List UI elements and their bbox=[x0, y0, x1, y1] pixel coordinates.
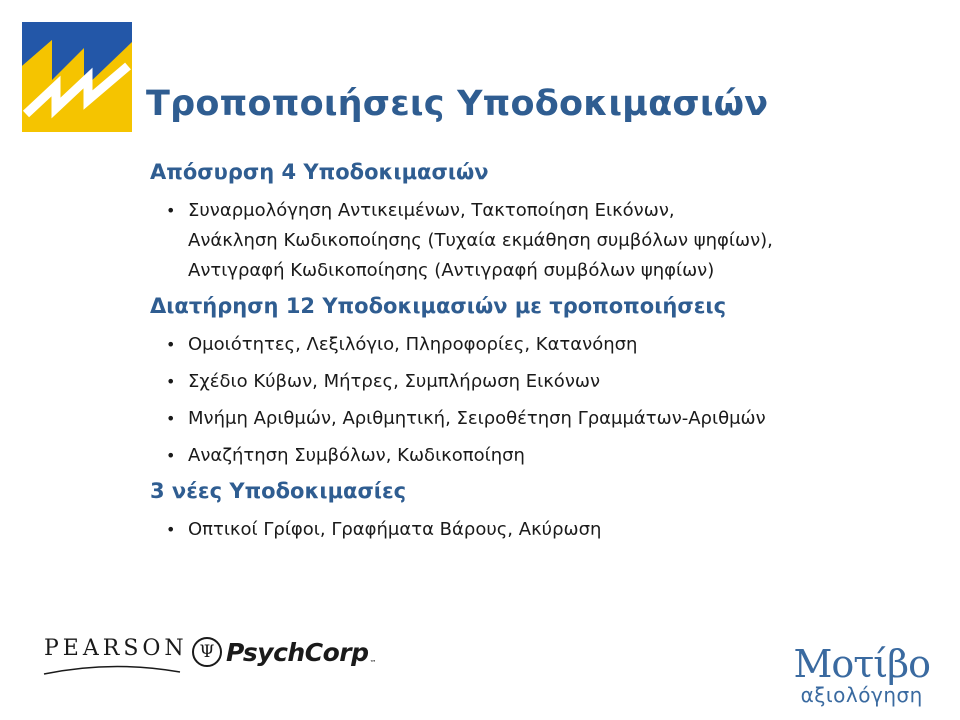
bullet-text: • Ομοιότητες, Λεξιλόγιο, Πληροφορίες, Κατανόηση bbox=[188, 334, 638, 355]
bullet-list bbox=[150, 330, 950, 471]
motivo-logo bbox=[793, 644, 930, 706]
section bbox=[150, 294, 950, 471]
trademark-mark: ™ bbox=[369, 659, 377, 667]
section-heading: Διατήρηση 12 Υποδοκιμασιών με τροποποιήσεις bbox=[150, 294, 727, 318]
pearson-logo: PEARSON bbox=[44, 636, 188, 661]
psychcorp-logo bbox=[192, 637, 376, 667]
bullet-item bbox=[150, 441, 950, 471]
bullet-text: Ανάκληση Κωδικοποίησης (Τυχαία εκμάθηση συμβόλων ψηφίων), bbox=[188, 230, 773, 251]
bullet-item bbox=[150, 515, 950, 545]
motivo-logo-name: Μοτίβο bbox=[793, 642, 930, 686]
section bbox=[150, 160, 950, 286]
bullet-text: Αντιγραφή Κωδικοποίησης (Αντιγραφή συμβόλων ψηφίων) bbox=[188, 260, 715, 281]
bullet-text: • Οπτικοί Γρίφοι, Γραφήματα Βάρους, Ακύρωση bbox=[188, 519, 602, 540]
section-heading: Απόσυρση 4 Υποδοκιμασιών bbox=[150, 160, 489, 184]
bullet-list bbox=[150, 515, 950, 545]
psi-icon: Ψ bbox=[192, 637, 222, 667]
bullet-item bbox=[150, 196, 950, 286]
slide-title: Τροποποιήσεις Υποδοκιμασιών bbox=[146, 84, 769, 124]
section-heading: 3 νέες Υποδοκιμασίες bbox=[150, 479, 407, 503]
psychcorp-text: PsychCorp bbox=[226, 637, 369, 667]
section bbox=[150, 479, 950, 545]
bullet-item bbox=[150, 404, 950, 434]
bullet-text: • Σχέδιο Κύβων, Μήτρες, Συμπλήρωση Εικόνων bbox=[188, 371, 600, 392]
bullet-text: • Αναζήτηση Συμβόλων, Κωδικοποίηση bbox=[188, 445, 525, 466]
bullet-list bbox=[150, 196, 950, 286]
slide-content bbox=[150, 160, 950, 553]
bullet-text: • Συναρμολόγηση Αντικειμένων, Τακτοποίηση Εικόνων, bbox=[188, 200, 675, 221]
bullet-item bbox=[150, 367, 950, 397]
bullet-text: • Μνήμη Αριθμών, Αριθμητική, Σειροθέτηση Γραμμάτων-Αριθμών bbox=[188, 408, 766, 429]
motivo-logo-subtitle: αξιολόγηση bbox=[800, 683, 923, 707]
pearson-swoosh-icon bbox=[42, 662, 182, 676]
company-logo-icon bbox=[22, 22, 132, 132]
bullet-item bbox=[150, 330, 950, 360]
